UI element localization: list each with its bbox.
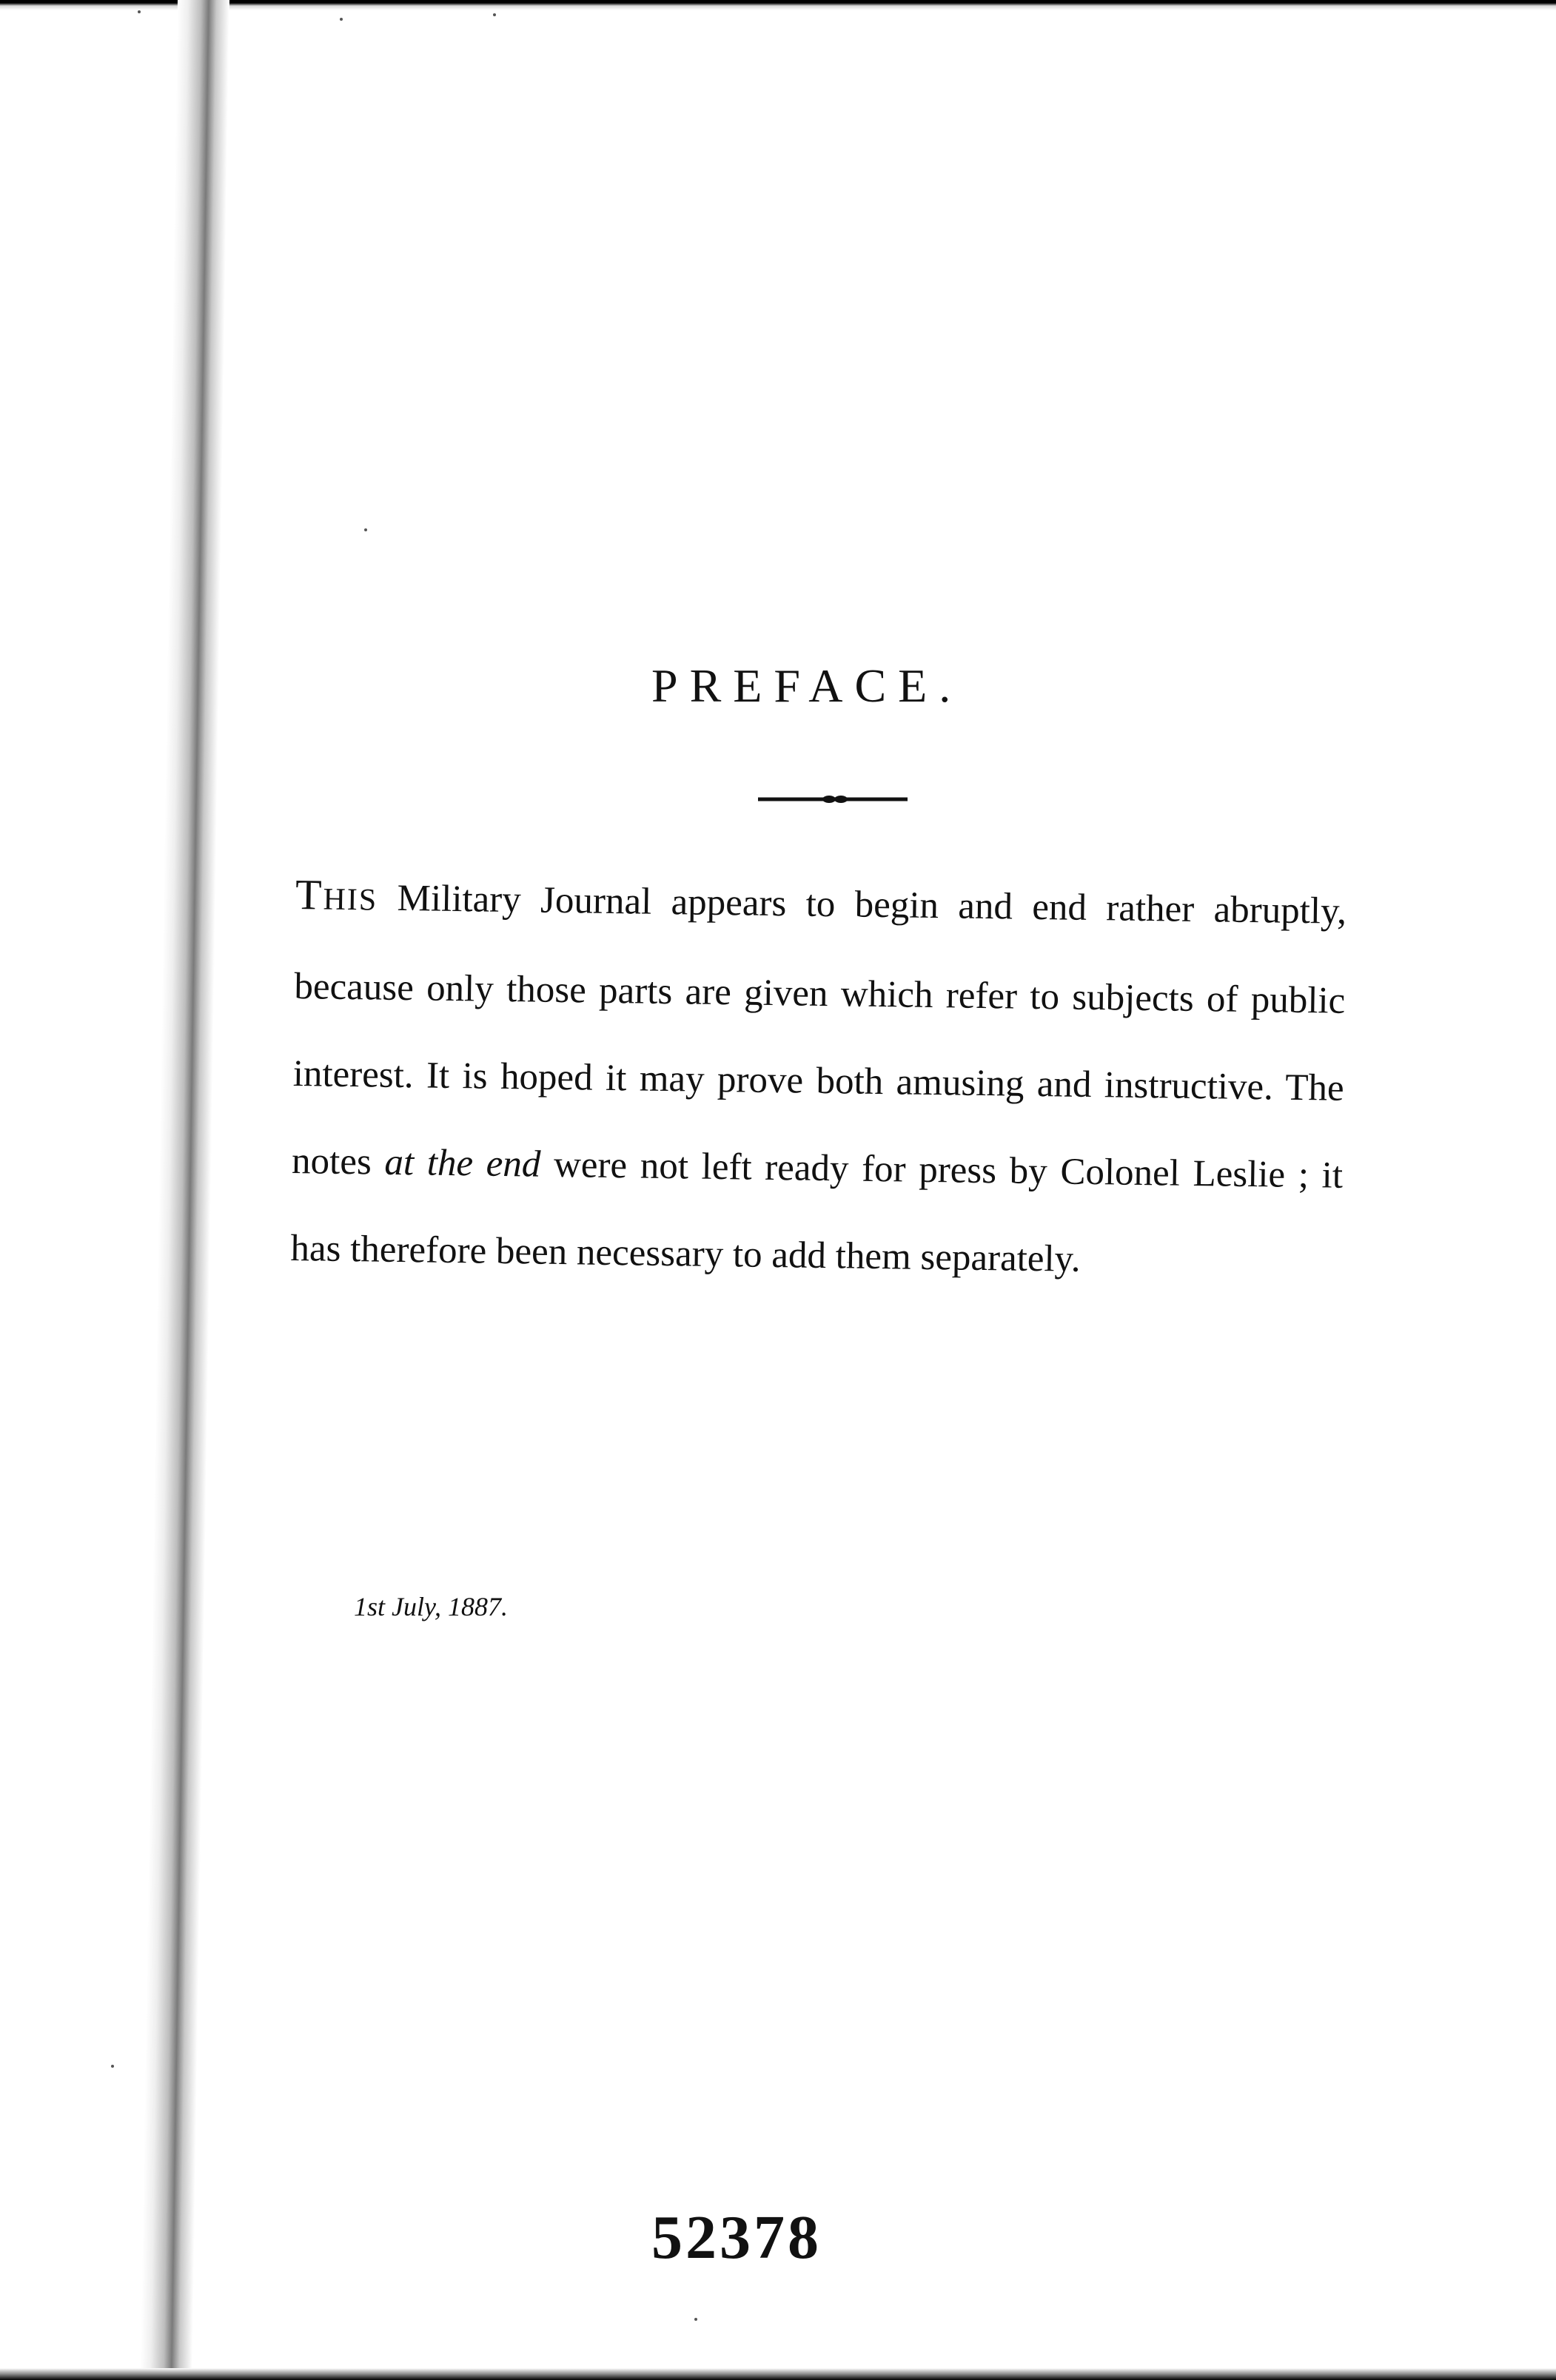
page-title: PREFACE. bbox=[651, 659, 963, 712]
shelfmark-number: 52378 bbox=[651, 2203, 822, 2272]
preface-date: 1st July, 1887. bbox=[354, 1592, 508, 1621]
paragraph-lead bbox=[295, 870, 378, 919]
scan-speck bbox=[138, 10, 141, 13]
book-gutter-shadow bbox=[140, 0, 229, 2380]
scan-speck bbox=[694, 2318, 697, 2321]
paragraph-text-2: were not left ready for press by Colonel Leslie ; it has therefore been necessary to add them separately. bbox=[290, 1143, 1344, 1280]
scan-speck bbox=[493, 13, 496, 16]
ornamental-divider bbox=[757, 792, 909, 807]
scan-speck bbox=[364, 528, 367, 531]
scan-speck bbox=[340, 18, 343, 21]
page-bottom-edge bbox=[0, 2368, 1556, 2380]
scan-speck bbox=[111, 2065, 114, 2068]
page-top-edge bbox=[0, 0, 1556, 10]
paragraph-italic: at the end bbox=[384, 1141, 541, 1186]
preface-paragraph bbox=[290, 851, 1347, 1307]
paragraph-text-1: Military Journal appears to begin and end rather abruptly, because only those parts are given which refer to subjects of public interest. It is hoped it may prove both amusing and instructive. The notes bbox=[291, 877, 1347, 1183]
lead-capital: T bbox=[295, 870, 324, 919]
lead-small-caps: HIS bbox=[323, 882, 378, 918]
